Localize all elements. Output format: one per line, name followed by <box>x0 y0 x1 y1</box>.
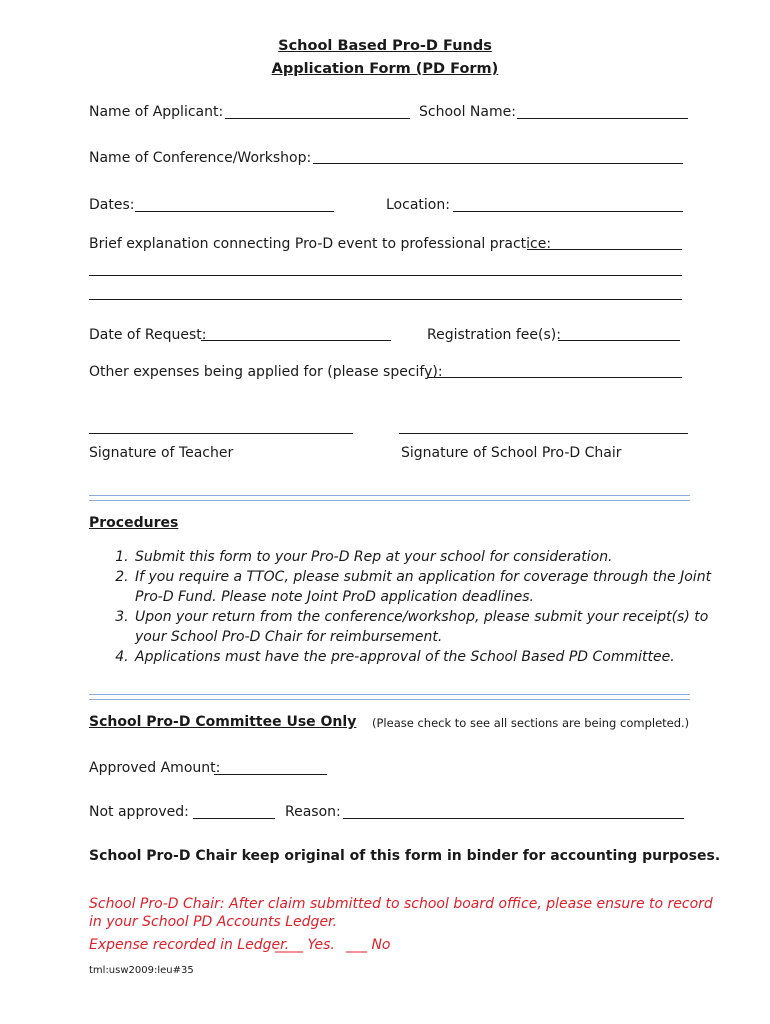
not-approved-label: Not approved: <box>89 804 189 820</box>
date-of-request-field[interactable] <box>201 340 391 341</box>
chair-signature-field[interactable] <box>399 433 688 434</box>
procedure-item: 3. Upon your return from the conference/workshop, please submit your receipt(s) to your School Pro-D Chair for reimbursement. <box>133 607 743 647</box>
other-expenses-field[interactable] <box>428 377 682 378</box>
form-title-line2: Application Form (PD Form) <box>271 61 499 77</box>
reason-label: Reason: <box>285 804 341 820</box>
date-of-request-label: Date of Request: <box>89 327 207 343</box>
approved-amount-field[interactable] <box>214 774 327 775</box>
chair-ledger-note: School Pro-D Chair: After claim submitted to school board office, please ensure to record in your School PD Accounts Ledger. <box>89 896 713 930</box>
committee-heading: School Pro-D Committee Use Only <box>89 714 357 730</box>
expense-recorded-yes[interactable]: ____ Yes. <box>275 937 335 953</box>
registration-fees-label: Registration fee(s): <box>427 327 561 343</box>
procedure-item: 1. Submit this form to your Pro-D Rep at your school for consideration. <box>133 547 743 567</box>
reason-field[interactable] <box>343 818 684 819</box>
explanation-field-line2[interactable] <box>89 275 682 276</box>
section-divider <box>89 694 690 695</box>
section-divider <box>89 699 690 700</box>
approved-amount-label: Approved Amount: <box>89 760 221 776</box>
expense-recorded-no[interactable]: ___ No <box>346 937 391 953</box>
procedures-heading: Procedures <box>89 515 179 531</box>
explanation-label: Brief explanation connecting Pro-D event to professional practice: <box>89 236 552 252</box>
procedure-item: 2. If you require a TTOC, please submit an application for coverage through the Joint Pro-D Fund. Please note Joint ProD application deadlines. <box>133 567 743 607</box>
keep-original-notice: School Pro-D Chair keep original of this form in binder for accounting purposes. <box>89 848 721 864</box>
expense-recorded-label: Expense recorded in Ledger. <box>89 937 290 953</box>
school-name-label: School Name: <box>419 104 516 120</box>
not-approved-field[interactable] <box>193 818 275 819</box>
section-divider <box>89 495 690 496</box>
chair-signature-label: Signature of School Pro-D Chair <box>401 445 622 461</box>
location-field[interactable] <box>453 211 683 212</box>
procedures-list <box>89 547 743 667</box>
form-title-line1: School Based Pro-D Funds <box>278 38 492 54</box>
teacher-signature-label: Signature of Teacher <box>89 445 234 461</box>
applicant-name-label: Name of Applicant: <box>89 104 224 120</box>
section-divider <box>89 500 690 501</box>
other-expenses-label: Other expenses being applied for (please specify): <box>89 364 443 380</box>
registration-fees-field[interactable] <box>558 340 680 341</box>
dates-label: Dates: <box>89 197 135 213</box>
footer-code: tml:usw2009:leu#35 <box>89 965 194 976</box>
location-label: Location: <box>386 197 450 213</box>
committee-note: (Please check to see all sections are being completed.) <box>372 716 690 730</box>
procedure-item: 4. Applications must have the pre-approval of the School Based PD Committee. <box>133 647 743 667</box>
conference-field[interactable] <box>313 163 683 164</box>
dates-field[interactable] <box>135 211 334 212</box>
applicant-name-field[interactable] <box>225 118 410 119</box>
explanation-field-line3[interactable] <box>89 299 682 300</box>
teacher-signature-field[interactable] <box>89 433 353 434</box>
conference-label: Name of Conference/Workshop: <box>89 150 312 166</box>
school-name-field[interactable] <box>517 118 688 119</box>
explanation-field-line1[interactable] <box>527 249 682 250</box>
